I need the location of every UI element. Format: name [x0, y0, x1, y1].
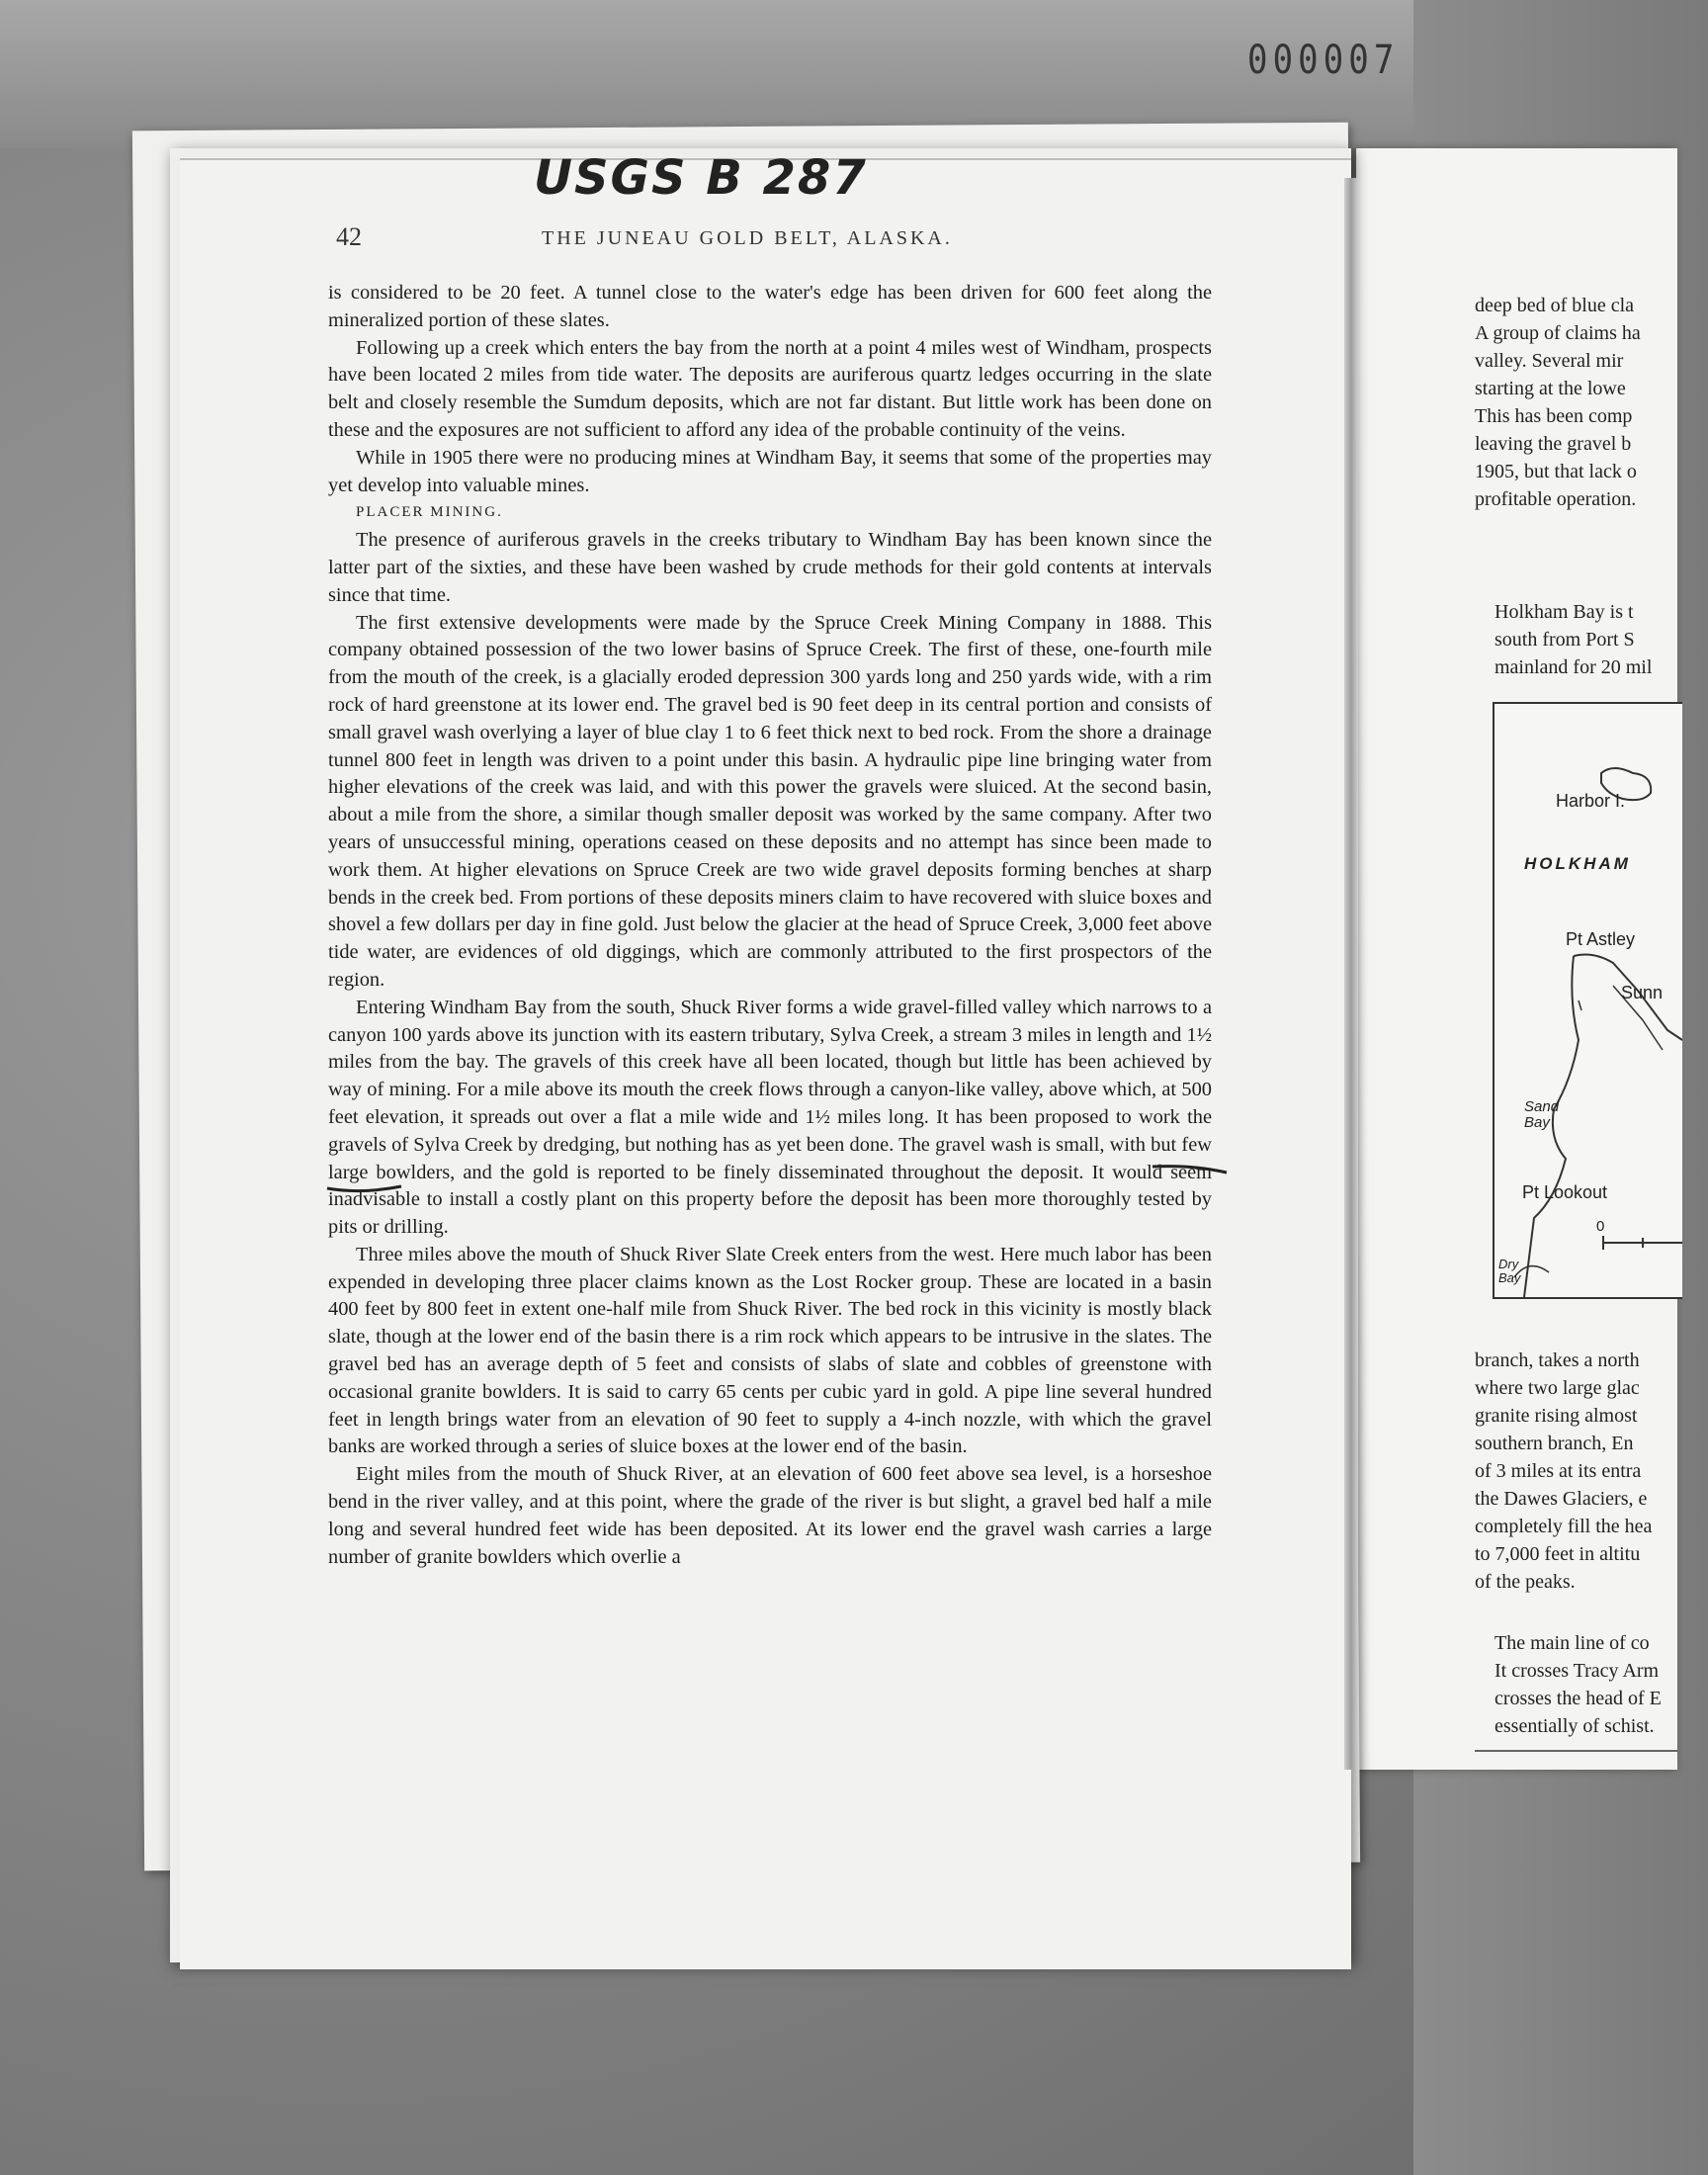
- map-scale-zero: 0: [1596, 1218, 1605, 1235]
- text-line: deep bed of blue cla: [1475, 295, 1635, 316]
- facing-page-block-1: [1475, 292, 1677, 513]
- text-line: completely fill the hea: [1475, 1516, 1653, 1537]
- book-spine-shadow: [1344, 178, 1358, 1770]
- map-label-pt-astley: Pt Astley: [1566, 929, 1636, 949]
- section-heading: PLACER MINING.: [356, 504, 503, 521]
- text-line: where two large glac: [1475, 1377, 1640, 1399]
- paragraph: The first extensive developments were made by the Spruce Creek Mining Company in 1888. This company obtained possession of the two lower basins of Spruce Creek. The first of these, one-fourth mile from the mouth of the creek, is a glacially eroded depression 300 yards long and 250 yards wide, with a rim rock of hard greenstone at its lower end. The gravel bed is 90 feet deep in its central portion and consists of small gravel wash overlying a layer of blue clay 1 to 6 feet thick next to bed rock. From the shore a drainage tunnel 800 feet in length was driven to a point under this basin. A hydraulic pipe line bringing water from higher elevations of the creek was laid, and with this power the gravels were sluiced. At the second basin, about a mile from the shore, a similar though smaller deposit was worked by the same company. After two years of unsuccessful mining, operations ceased on these deposits and no attempt has since been made to work them. At higher elevations on Spruce Creek are two wide gravel deposits forming benches at sharp bends in the creek bed. From portions of these deposits miners claim to have recovered with sluice boxes and shovel a few dollars per day in fine gold. Just below the glacier at the head of Spruce Creek, 3,000 feet above tide water, are evidences of old diggings, which are commonly attributed to the first prospectors of the region.: [328, 611, 1212, 991]
- map-label-dry-bay: Dry Bay: [1498, 1257, 1521, 1285]
- running-title: THE JUNEAU GOLD BELT, ALASKA.: [542, 227, 953, 249]
- text-line: southern branch, En: [1475, 1433, 1634, 1454]
- paragraph: The presence of auriferous gravels in the creeks tributary to Windham Bay has been known since the latter part of the sixties, and these have been washed by crude methods for their gold contents at intervals since that time.: [328, 529, 1212, 606]
- facing-page: [1356, 148, 1677, 1770]
- text-line: This has been comp: [1475, 405, 1633, 427]
- paragraph: Entering Windham Bay from the south, Shuck River forms a wide gravel-filled valley which narrows to a canyon 100 yards above its junction with its eastern tributary, Sylva Creek, a stream 3 miles in length and 1½ miles from the bay. The gravels of this creek have all been located, though but little has been achieved by way of mining. For a mile above its mouth the creek flows through a canyon-like valley, above which, at 500 feet elevation, it spreads out over a flat a mile wide and 1½ miles long. It has been proposed to work the gravels of Sylva Creek by dredging, but nothing has as yet been done. The gravel wash is small, with but few large bowlders, and the gold is reported to be finely disseminated throughout the deposit. It would seem inadvisable to install a costly plant on this property before the deposit has been more thoroughly tested by pits or drilling.: [328, 996, 1212, 1239]
- holkham-bay-map: [1493, 702, 1682, 1299]
- text-line: profitable operation.: [1475, 488, 1637, 510]
- text-line: The main line of co: [1494, 1632, 1650, 1654]
- text-line: A group of claims ha: [1475, 322, 1641, 344]
- text-line: granite rising almost: [1475, 1405, 1638, 1427]
- text-line: crosses the head of E: [1494, 1688, 1662, 1709]
- text-line: south from Port S: [1494, 629, 1635, 651]
- text-line: Holkham Bay is t: [1494, 601, 1634, 623]
- handwritten-annotation: USGS B 287: [534, 150, 868, 206]
- facing-page-block-4: [1494, 1629, 1697, 1740]
- paragraph: is considered to be 20 feet. A tunnel close to the water's edge has been driven for 600 feet along the mineralized portion of these slates.: [328, 282, 1212, 331]
- text-line: of 3 miles at its entra: [1475, 1460, 1642, 1482]
- paragraph: While in 1905 there were no producing mines at Windham Bay, it seems that some of the properties may yet develop into valuable mines.: [328, 446, 1212, 496]
- page-number: 42: [336, 222, 362, 251]
- text-line: It crosses Tracy Arm: [1494, 1660, 1660, 1682]
- paragraph: Three miles above the mouth of Shuck River Slate Creek enters from the west. Here much labor has been expended in developing three placer claims known as the Lost Rocker group. These are located in a basin 400 feet by 800 feet in extent one-half mile from Shuck River. The bed rock in this vicinity is mostly black slate, though at the lower end of the basin there is a rim rock which appears to be intrusive in the slates. The gravel bed has an average depth of 5 feet and consists of slabs of slate and cobbles of greenstone with occasional granite bowlders. It is said to carry 65 cents per cubic yard in gold. A pipe line several hundred feet in length brings water from an elevation of 90 feet to supply a 4-inch nozzle, with which the gravel banks are worked through a series of sluice boxes at the lower end of the basin.: [328, 1243, 1212, 1458]
- text-line: essentially of schist.: [1494, 1715, 1655, 1737]
- text-line: valley. Several mir: [1475, 350, 1624, 372]
- text-line: starting at the lowe: [1475, 378, 1626, 399]
- map-label-harbor-island: Harbor I.: [1556, 791, 1626, 811]
- paragraph: Eight miles from the mouth of Shuck River, at an elevation of 600 feet above sea level, is a horseshoe bend in the river valley, and at this point, where the grade of the river is but slight, a gravel bed half a mile long and several hundred feet wide has been deposited. At its lower end the gravel wash carries a large number of granite bowlders which overlie a: [328, 1463, 1212, 1568]
- archive-stamp-number: 000007: [1247, 38, 1400, 83]
- map-label-pt-lookout: Pt Lookout: [1522, 1182, 1608, 1202]
- text-line: the Dawes Glaciers, e: [1475, 1488, 1648, 1510]
- map-label-holkham: HOLKHAM: [1524, 854, 1631, 873]
- text-line: leaving the gravel b: [1475, 433, 1632, 455]
- facing-page-block-2: [1494, 598, 1697, 681]
- map-label-sunny: Sunn: [1621, 983, 1664, 1002]
- text-line: of the peaks.: [1475, 1571, 1576, 1593]
- text-line: branch, takes a north: [1475, 1349, 1640, 1371]
- facing-page-rule: [1475, 1750, 1677, 1752]
- page-body: [328, 280, 1212, 1571]
- facing-page-block-3: [1475, 1347, 1677, 1596]
- paragraph: Following up a creek which enters the bay from the north at a point 4 miles west of Windham, prospects have been located 2 miles from tide water. The deposits are auriferous quartz ledges occurring in the slate belt and closely resemble the Sumdum deposits, which are not far distant. But little work has been done on these and the exposures are not sufficient to afford any idea of the probable continuity of the veins.: [328, 336, 1212, 441]
- text-line: 1905, but that lack o: [1475, 461, 1637, 482]
- map-label-sand-bay: Sand Bay: [1524, 1098, 1560, 1131]
- text-line: mainland for 20 mil: [1494, 656, 1653, 678]
- text-line: to 7,000 feet in altitu: [1475, 1543, 1641, 1565]
